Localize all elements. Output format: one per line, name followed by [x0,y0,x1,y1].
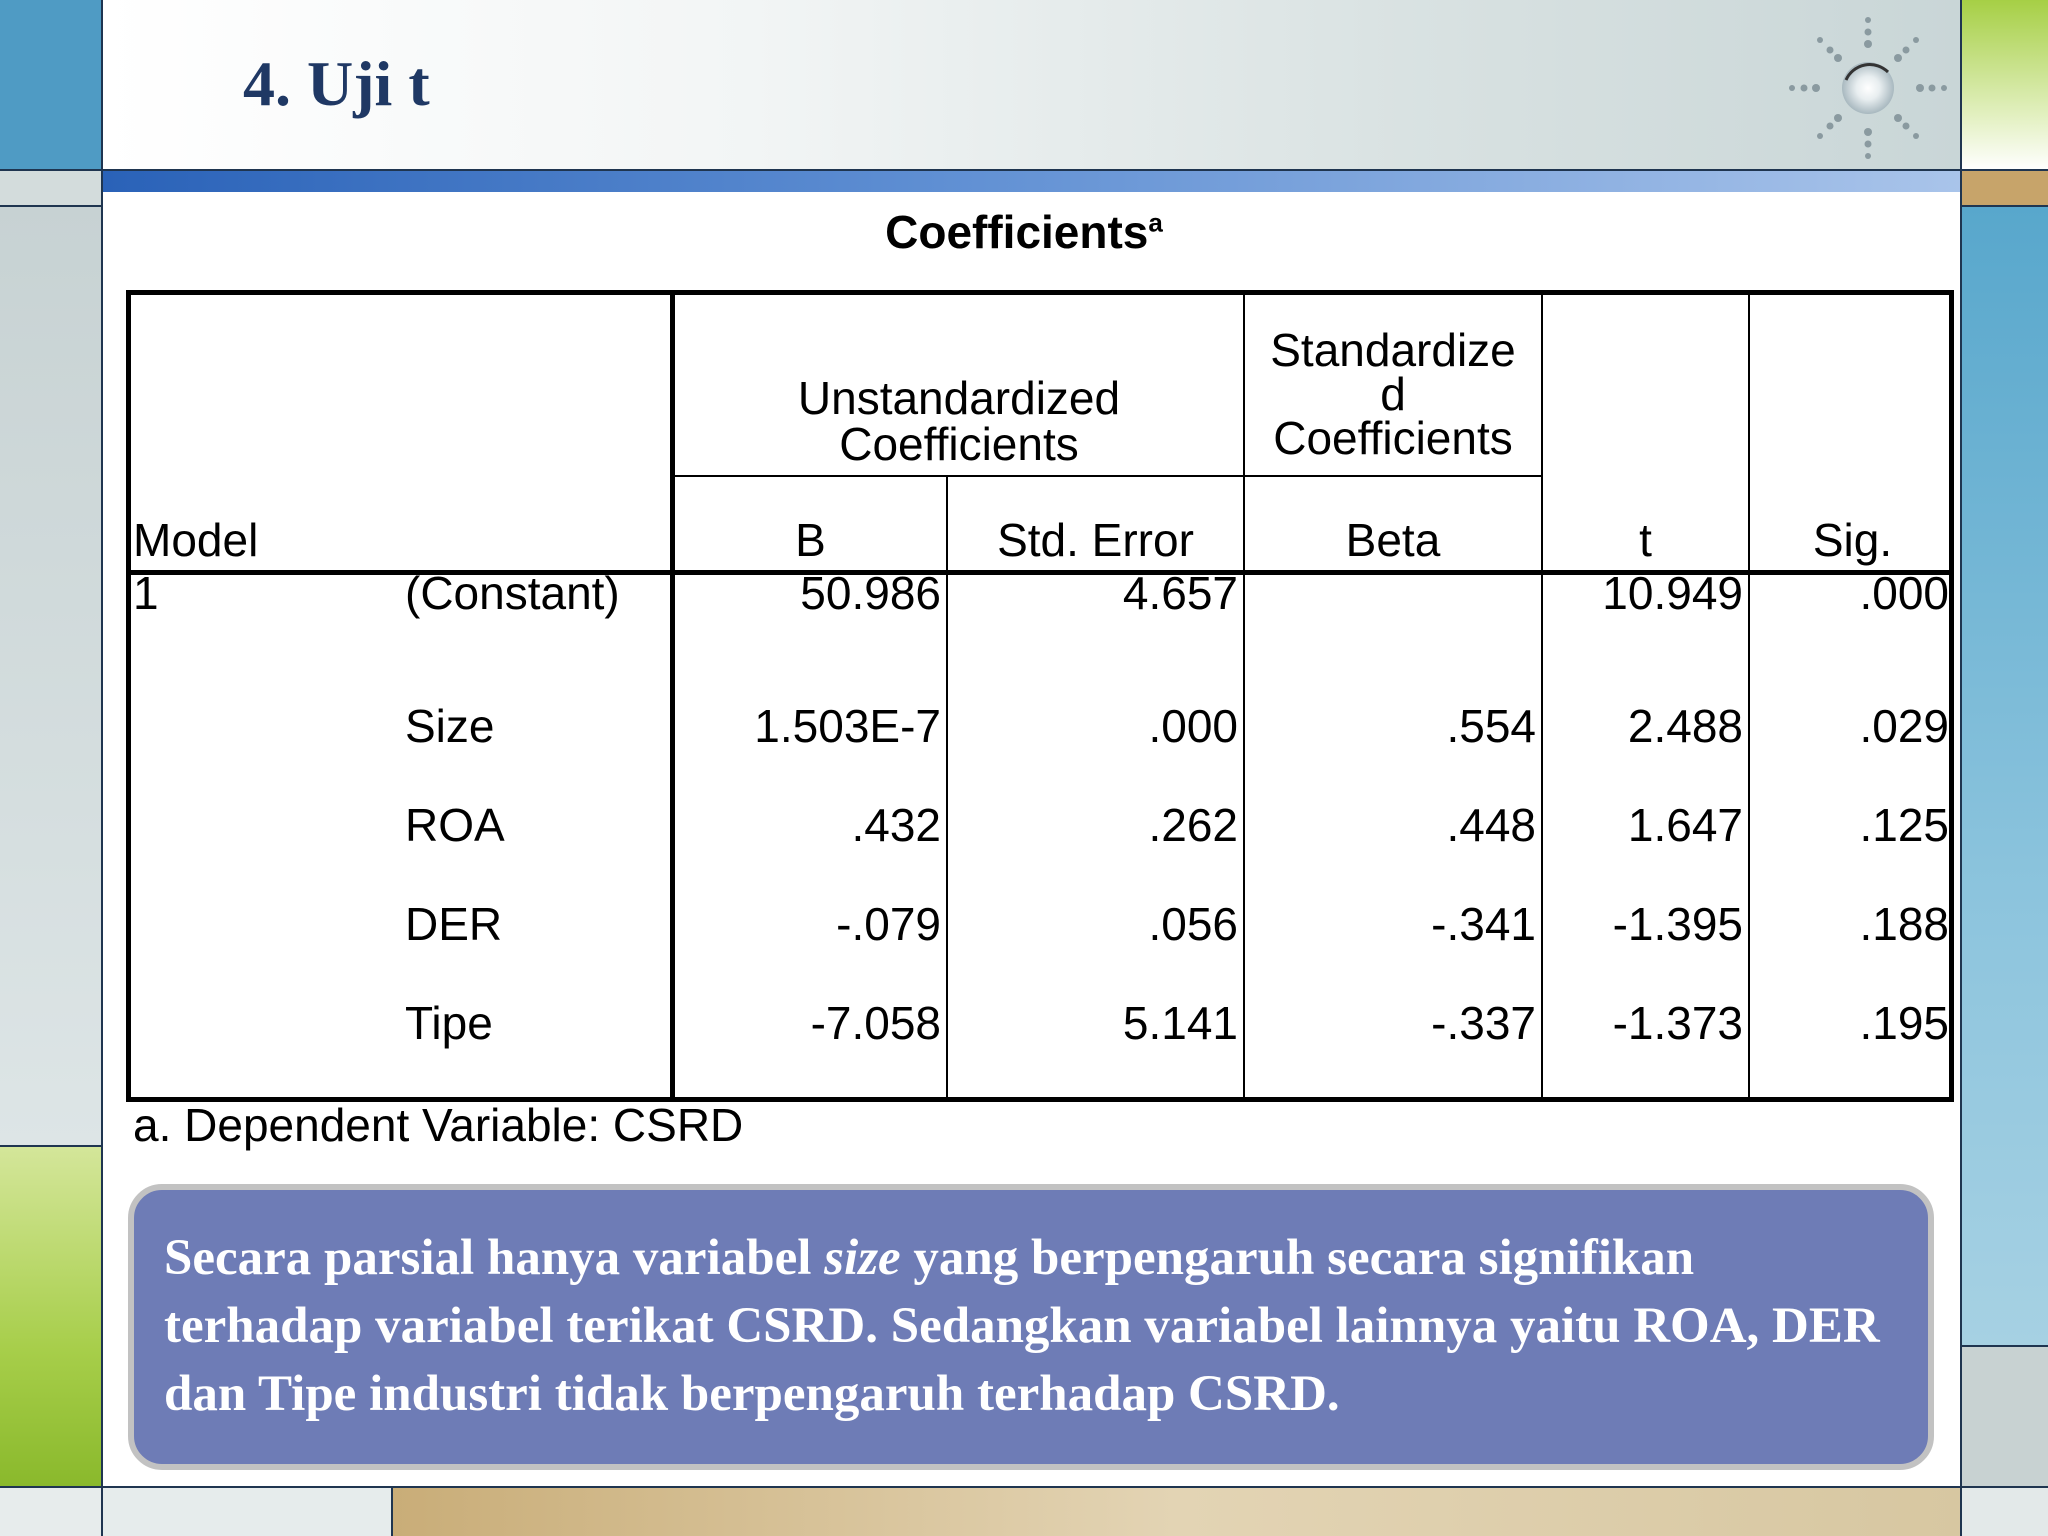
cell-t: 2.488 [1627,700,1743,752]
cell-std-error: .262 [1148,799,1238,851]
header-std-line3: Coefficients [1273,412,1513,464]
cell-b: -.079 [836,898,941,950]
page-title: 4. Uji t [243,48,430,119]
summary-text-part: yang berpengaruh secara signifikan terhadap variabel terikat CSRD. Sedangkan variabel lainnya yaitu ROA, DER dan Tipe industri tidak berpengaruh terhadap CSRD. [164,1230,1880,1422]
left-accent-top [0,0,103,170]
cell-std-error: .056 [1148,898,1238,950]
model-number: 1 [133,567,159,619]
header-std-line2: d [1380,368,1406,420]
left-accent-grey [0,170,103,206]
left-accent-green [0,1146,103,1486]
cell-b: -7.058 [810,997,941,1049]
cell-sig: .029 [1859,700,1949,752]
cell-beta: .448 [1446,799,1536,851]
bottom-strip-right [393,1486,1962,1536]
cell-b: .432 [851,799,941,851]
header-beta: Beta [1345,514,1441,566]
cell-std-error: 4.657 [1122,567,1238,619]
cell-beta: -.337 [1431,997,1536,1049]
right-accent-green [1962,0,2048,170]
title-stripe [103,170,1960,192]
cell-beta: -.341 [1431,898,1536,950]
right-accent-grey [1962,1346,2048,1486]
summary-text-part: Secara parsial hanya variabel [164,1230,825,1286]
summary-callout [128,1184,1934,1470]
header-std-line1: Standardize [1270,324,1516,376]
row-name: Size [405,700,495,752]
cell-b: 1.503E-7 [754,700,941,752]
sparkle-logo-icon [1780,10,1950,170]
bottom-strip-left [103,1486,393,1536]
cell-beta: .554 [1446,700,1536,752]
frame-line [0,169,2048,171]
cell-t: -1.395 [1612,898,1743,950]
table-title-text: Coefficients [885,206,1149,258]
cell-sig: .125 [1859,799,1949,851]
cell-b: 50.986 [800,567,941,619]
frame-line [0,1145,103,1147]
header-model: Model [133,514,259,566]
right-accent-blue [1962,206,2048,1346]
coefficients-table [126,290,1954,1102]
frame-line [0,1486,2048,1488]
header-unstd-text-2: Coefficients [839,418,1079,470]
cell-sig: .195 [1859,997,1949,1049]
table-divider [673,475,1543,477]
cell-sig: .000 [1859,567,1949,619]
header-b: B [795,514,826,566]
row-name: (Constant) [405,567,620,619]
row-name: DER [405,898,503,950]
table-divider [1748,295,1750,1097]
cell-t: -1.373 [1612,997,1743,1049]
cell-t: 1.647 [1627,799,1743,851]
frame-line [1960,1345,2048,1347]
header-sig: Sig. [1812,514,1893,566]
table-footnote: a. Dependent Variable: CSRD [133,1099,744,1151]
cell-std-error: .000 [1148,700,1238,752]
row-name: ROA [405,799,505,851]
header-unstd-line1-wide [675,372,1243,470]
left-accent-grey-large [0,206,103,1146]
summary-text-italic: size [824,1230,901,1286]
cell-t: 10.949 [1602,567,1743,619]
left-accent-bottom [0,1486,103,1536]
header-t: t [1639,514,1652,566]
table-title [0,205,2048,259]
header-unstd-text-1: Unstandardized [797,372,1121,424]
table-title-superscript: a [1148,207,1163,238]
row-name: Tipe [405,997,493,1049]
summary-text [164,1224,1896,1428]
table-divider [1541,295,1543,1097]
cell-sig: .188 [1859,898,1949,950]
right-accent-tan [1962,170,2048,206]
cell-std-error: 5.141 [1122,997,1238,1049]
header-std-error: Std. Error [997,514,1194,566]
right-accent-bottom [1962,1486,2048,1536]
frame-line [391,1486,393,1536]
